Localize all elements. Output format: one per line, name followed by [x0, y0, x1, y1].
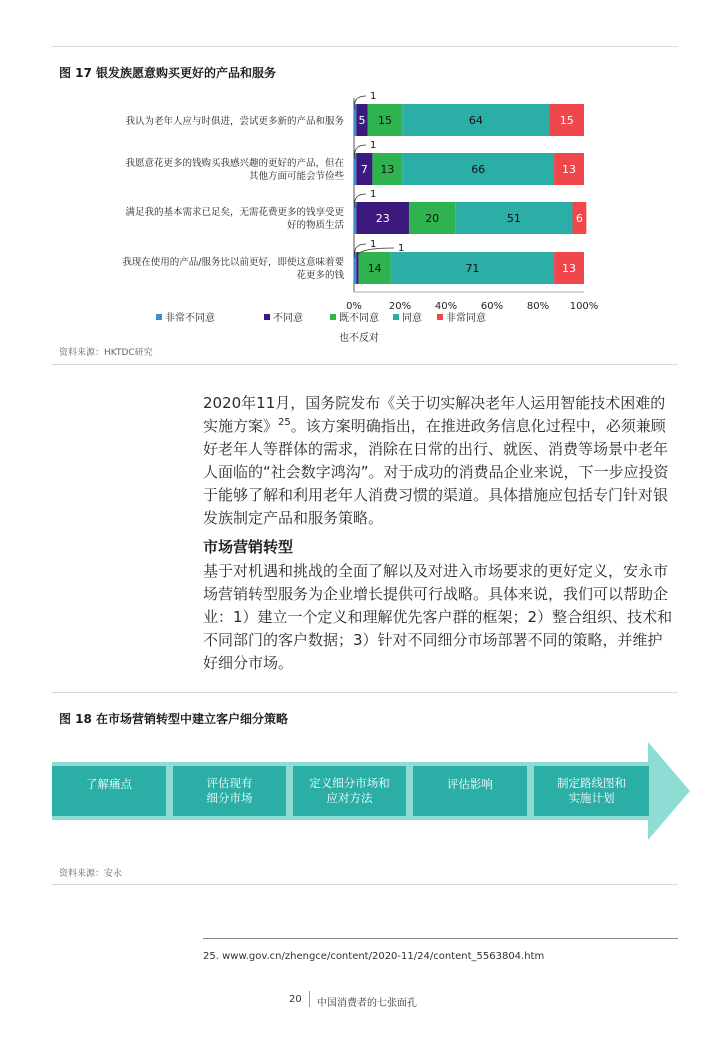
legend-swatch: [156, 314, 162, 320]
category-label: 我现在使用的产品/服务比以前更好，即使这意味着要: [122, 257, 344, 268]
legend-swatch: [437, 314, 443, 320]
process-step-3: [293, 766, 406, 816]
data-label: 7: [360, 163, 368, 176]
footnote-rule: [203, 938, 678, 939]
footer-separator: [309, 991, 310, 1007]
page-number: 20: [289, 994, 302, 1005]
legend-swatch: [393, 314, 399, 320]
data-label: 1: [370, 91, 377, 102]
process-step-label: [447, 777, 493, 792]
data-label: 1: [370, 140, 377, 151]
figure18-top-rule: [52, 692, 678, 693]
x-tick-label: 100%: [569, 301, 599, 312]
category-label: 花更多的钱: [296, 270, 344, 281]
data-label: 23: [375, 212, 390, 225]
legend-swatch: [330, 314, 336, 320]
figure17-chart: [0, 86, 720, 356]
data-label: 1: [370, 189, 377, 200]
data-label: 20: [425, 212, 440, 225]
footnote-25: 25. www.gov.cn/zhengce/content/2020-11/24/content_5563804.htm: [203, 951, 545, 962]
category-label: 好的物质生活: [286, 220, 344, 231]
legend-label: 非常不同意: [165, 313, 215, 324]
body-p2-text: 基于对机遇和挑战的全面了解以及对进入市场要求的更好定义，安永市场营销转型服务为企业增长提供可行战略。具体来说，我们可以帮助企业：1）建立一个定义和理解优先客户群的框架；2）整合组织、技术和不同部门的客户数据；3）针对不同细分市场部署不同的策略，并维护好细分市场。: [203, 562, 673, 672]
top-rule: [52, 46, 678, 47]
process-step-line: 细分市场: [206, 791, 253, 805]
data-label: 5: [358, 114, 366, 127]
figure17-bottom-rule: [52, 364, 678, 365]
body-paragraph-1: [203, 392, 673, 530]
data-label: 13: [562, 163, 577, 176]
data-label: 1: [398, 243, 405, 254]
data-label: 1: [370, 239, 377, 250]
process-step-line: 应对方法: [326, 791, 373, 805]
data-label: 14: [367, 262, 382, 275]
figure17-title: 图 17 银发族愿意购买更好的产品和服务: [59, 66, 277, 80]
x-tick-label: 20%: [388, 301, 412, 312]
legend-label-wrap: 也不反对: [339, 333, 379, 344]
x-tick-label: 80%: [526, 301, 550, 312]
process-step-1: [52, 766, 166, 816]
legend-label: 不同意: [273, 313, 303, 324]
data-label: 6: [575, 212, 583, 225]
process-step-label: [557, 776, 626, 806]
figure17-source: 资料来源：HKTDC研究: [59, 348, 153, 358]
process-step-label: [86, 777, 132, 792]
data-label: 15: [378, 114, 393, 127]
process-arrow-head: [648, 742, 690, 840]
section-heading: 市场营销转型: [203, 538, 294, 556]
figure18-source: 资料来源：安永: [59, 869, 123, 879]
data-label: 13: [380, 163, 395, 176]
category-label: 我认为老年人应与时俱进，尝试更多新的产品和服务: [125, 116, 344, 127]
body-paragraph-2: [203, 560, 673, 675]
data-label: 51: [506, 212, 521, 225]
category-label: 我愿意花更多的钱购买我感兴趣的更好的产品，但在: [125, 158, 344, 169]
process-step-line: 定义细分市场和: [309, 776, 390, 790]
legend-label: 同意: [402, 313, 422, 324]
legend-label: 既不同意: [339, 313, 379, 324]
process-step-2: [173, 766, 286, 816]
x-tick-label: 0%: [346, 301, 362, 312]
category-label: 满足我的基本需求已足矣，无需花费更多的钱享受更: [125, 207, 344, 218]
footnote-ref-25[interactable]: 25: [278, 417, 291, 428]
body-p1-part2: 。该方案明确指出，在推进政务信息化过程中，必须兼顾好老年人等群体的需求，消除在日常的出行、就医、消费等场景中老年人面临的“社会数字鸿沟”。对于成功的消费品企业来说，下一步应投资于能够了解和利用老年人消费习惯的渠道。具体措施应包括专门针对银发族制定产品和服务策略。: [203, 417, 669, 527]
data-label: 15: [559, 114, 574, 127]
x-tick-label: 60%: [480, 301, 504, 312]
process-step-line: 制定路线图和: [557, 776, 626, 790]
process-step-line: 评估现有: [206, 776, 253, 790]
legend-swatch: [264, 314, 270, 320]
category-label: 其他方面可能会节俭些: [248, 171, 344, 182]
process-step-4: [413, 766, 527, 816]
data-label: 64: [468, 114, 483, 127]
figure18-bottom-rule: [52, 884, 678, 885]
process-step-line: 了解痛点: [86, 777, 132, 791]
publication-title: 中国消费者的七张面孔: [317, 998, 417, 1009]
figure18-title: 图 18 在市场营销转型中建立客户细分策略: [59, 712, 289, 726]
body-p1-part1: 2020年11月，国务院发布《关于切实解决老年人运用智能技术困难的实施方案》: [203, 394, 666, 435]
data-label: 66: [471, 163, 486, 176]
process-step-line: 评估影响: [447, 777, 493, 791]
process-step-line: 实施计划: [568, 791, 615, 805]
legend-label: 非常同意: [446, 313, 486, 324]
process-step-label: [207, 776, 253, 806]
process-step-label: [309, 776, 390, 806]
x-tick-label: 40%: [434, 301, 458, 312]
data-label: 13: [562, 262, 577, 275]
data-label: 71: [465, 262, 480, 275]
process-step-5: [534, 766, 649, 816]
